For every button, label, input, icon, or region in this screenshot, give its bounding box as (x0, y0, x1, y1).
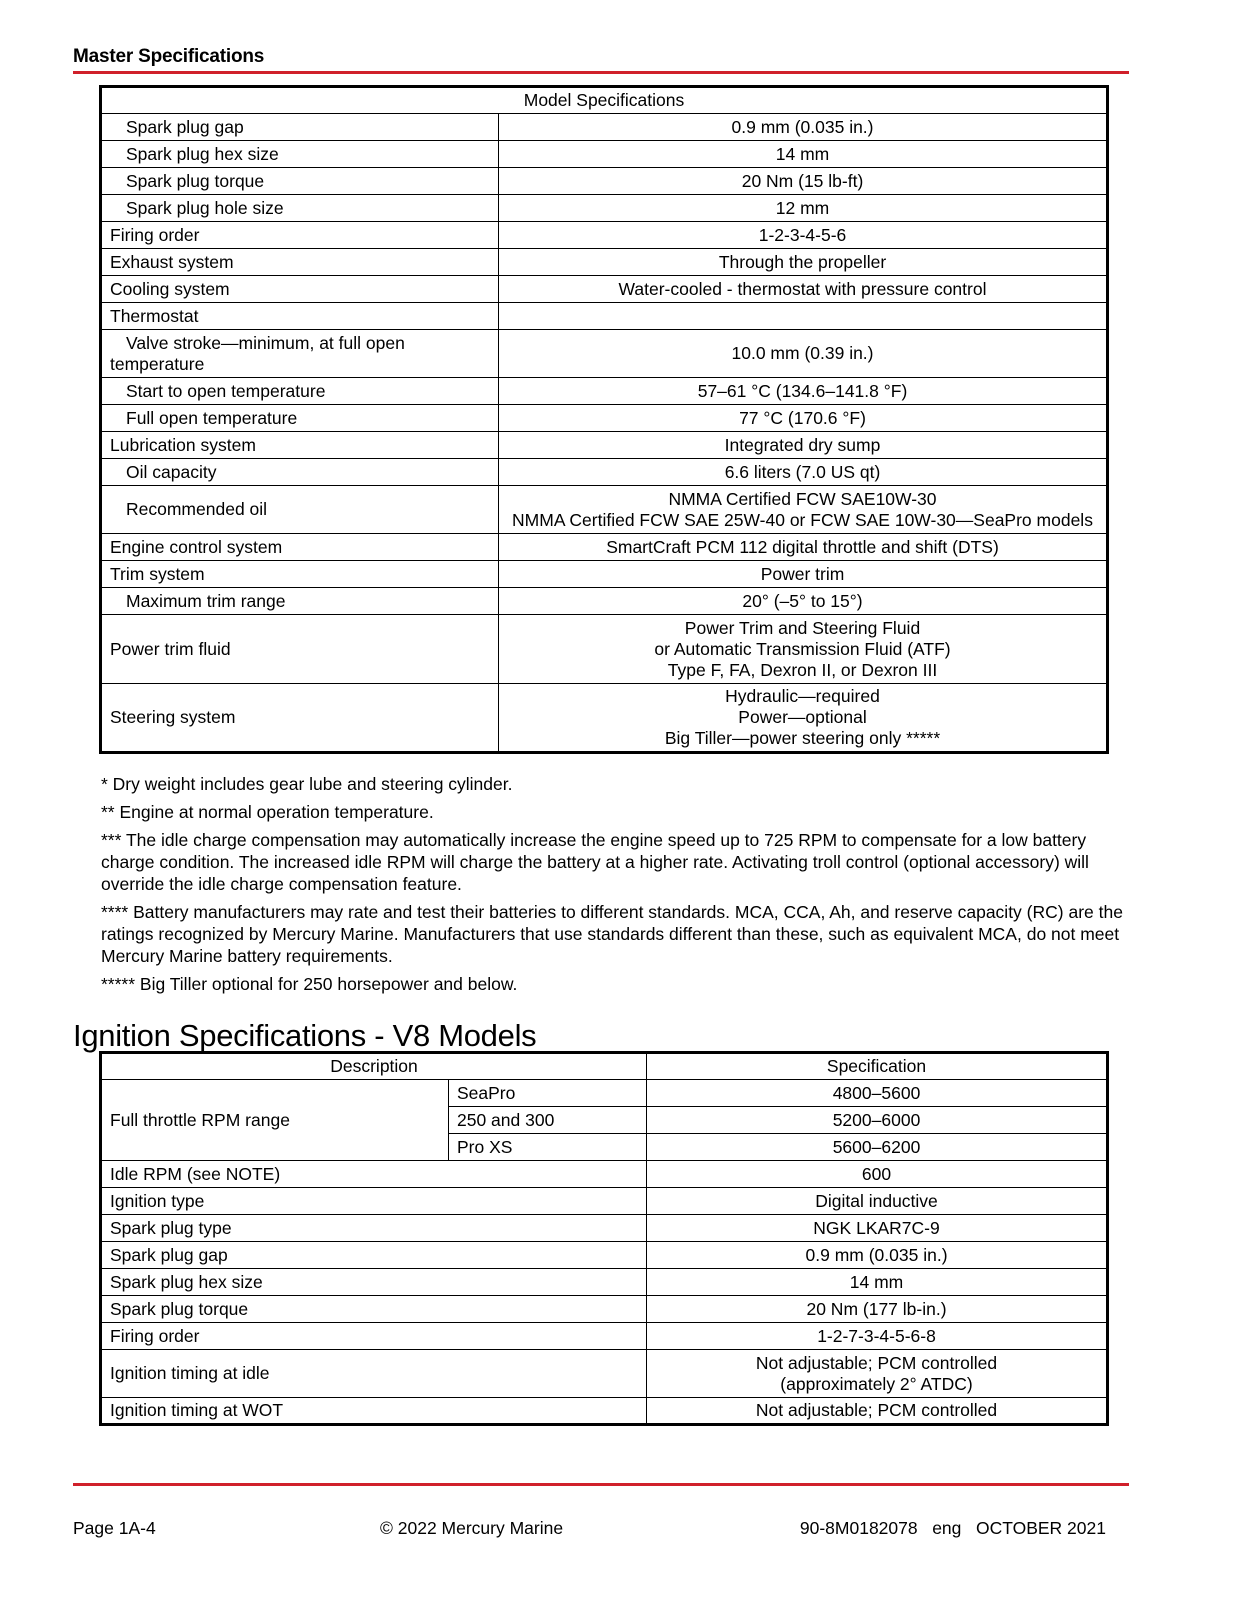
spec-value: Water-cooled - thermostat with pressure control (499, 276, 1108, 303)
value-line: Type F, FA, Dexron II, or Dexron III (667, 659, 938, 680)
spec-value: 5200–6000 (647, 1107, 1108, 1134)
section-title-ignition: Ignition Specifications - V8 Models (73, 1018, 537, 1053)
spec-label: Lubrication system (101, 432, 499, 459)
spec-value: 1-2-7-3-4-5-6-8 (647, 1323, 1108, 1350)
spec-value: 77 °C (170.6 °F) (499, 405, 1108, 432)
model-specifications-table (99, 85, 1109, 754)
spec-label: Firing order (101, 1323, 647, 1350)
spec-label: Spark plug type (101, 1215, 647, 1242)
spec-value: 1-2-3-4-5-6 (499, 222, 1108, 249)
table-row (101, 1323, 1108, 1350)
table-row (101, 249, 1108, 276)
spec-value: 5600–6200 (647, 1134, 1108, 1161)
spec-value: 4800–5600 (647, 1080, 1108, 1107)
column-header-description: Description (101, 1053, 647, 1080)
spec-value (499, 684, 1108, 753)
ignition-specifications-table (99, 1051, 1109, 1426)
table-row (101, 561, 1108, 588)
footnote: **** Battery manufacturers may rate and test their batteries to different standards. MCA, CCA, Ah, and reserve capacity (RC) are the ratings recognized by Mercury Marine. Manufacturers that use standards different than these, such as equivalent MCA, do not meet Mercury Marine battery requirements. (101, 902, 1123, 966)
spec-label: Full open temperature (101, 405, 499, 432)
value-line: NMMA Certified FCW SAE10W-30 (668, 488, 937, 509)
spec-label: Spark plug gap (101, 114, 499, 141)
spec-value: 600 (647, 1161, 1108, 1188)
table-row (101, 330, 1108, 378)
model-name: Pro XS (449, 1134, 647, 1161)
spec-value: 14 mm (647, 1269, 1108, 1296)
spec-value: 14 mm (499, 141, 1108, 168)
spec-value: 0.9 mm (0.035 in.) (647, 1242, 1108, 1269)
footer-copyright: © 2022 Mercury Marine (380, 1518, 564, 1538)
table-row (101, 1350, 1108, 1398)
spec-value: Integrated dry sump (499, 432, 1108, 459)
spec-value: 12 mm (499, 195, 1108, 222)
table-row (101, 168, 1108, 195)
spec-value: 20 Nm (15 lb-ft) (499, 168, 1108, 195)
spec-label: Spark plug torque (101, 1296, 647, 1323)
spec-value: Power trim (499, 561, 1108, 588)
spec-value (647, 1350, 1108, 1398)
spec-value: 20° (–5° to 15°) (499, 588, 1108, 615)
spec-value (499, 486, 1108, 534)
spec-value: Not adjustable; PCM controlled (647, 1398, 1108, 1425)
footnote: ***** Big Tiller optional for 250 horsepower and below. (101, 974, 518, 994)
table-row (101, 534, 1108, 561)
table-row (101, 459, 1108, 486)
table-row (101, 276, 1108, 303)
spec-value: 57–61 °C (134.6–141.8 °F) (499, 378, 1108, 405)
value-line: Power Trim and Steering Fluid (684, 617, 921, 638)
table-row (101, 1161, 1108, 1188)
spec-value: 0.9 mm (0.035 in.) (499, 114, 1108, 141)
spec-value: Digital inductive (647, 1188, 1108, 1215)
model-name: 250 and 300 (449, 1107, 647, 1134)
table-row (101, 1080, 1108, 1107)
value-line: Big Tiller—power steering only ***** (664, 728, 941, 748)
spec-value: Through the propeller (499, 249, 1108, 276)
spec-label: Exhaust system (101, 249, 499, 276)
footer-document-number: 90-8M0182078 eng OCTOBER 2021 (799, 1518, 1106, 1538)
spec-value (499, 615, 1108, 684)
value-line: NMMA Certified FCW SAE 25W-40 or FCW SAE 10W-30—SeaPro models (512, 509, 1093, 530)
table-row (101, 141, 1108, 168)
table-row (101, 432, 1108, 459)
table-row (101, 615, 1108, 684)
spec-label: Thermostat (101, 303, 499, 330)
table-row (101, 486, 1108, 534)
spec-label: Recommended oil (101, 486, 499, 534)
spec-label: Ignition timing at idle (101, 1350, 647, 1398)
spec-label: Steering system (101, 684, 499, 753)
spec-label: Maximum trim range (101, 588, 499, 615)
spec-label: Oil capacity (101, 459, 499, 486)
table-row (101, 1188, 1108, 1215)
header-red-rule (73, 71, 1129, 74)
spec-label: Firing order (101, 222, 499, 249)
footnote: * Dry weight includes gear lube and steering cylinder. (101, 774, 513, 794)
spec-label: Full throttle RPM range (101, 1080, 449, 1161)
spec-label: Ignition timing at WOT (101, 1398, 647, 1425)
footnote: ** Engine at normal operation temperature. (101, 802, 434, 822)
table-row (101, 195, 1108, 222)
footer-red-rule (73, 1483, 1129, 1486)
spec-label: Spark plug hex size (101, 141, 499, 168)
table-row (101, 1215, 1108, 1242)
spec-label: Engine control system (101, 534, 499, 561)
model-name: SeaPro (449, 1080, 647, 1107)
model-specifications-caption: Model Specifications (101, 87, 1108, 114)
value-line: Not adjustable; PCM controlled (755, 1352, 998, 1373)
value-line: or Automatic Transmission Fluid (ATF) (654, 638, 951, 659)
value-line: Power—optional (738, 707, 867, 727)
column-header-specification: Specification (647, 1053, 1108, 1080)
spec-label: Spark plug gap (101, 1242, 647, 1269)
spec-label: Valve stroke—minimum, at full open temperature (101, 330, 499, 378)
spec-value: 6.6 liters (7.0 US qt) (499, 459, 1108, 486)
table-row (101, 1269, 1108, 1296)
footnote: *** The idle charge compensation may automatically increase the engine speed up to 725 RPM to compensate for a low battery charge condition. The increased idle RPM will charge the battery at a higher rate. Activating troll control (optional accessory) will override the idle charge compensation feature. (101, 830, 1089, 894)
spec-label: Spark plug hex size (101, 1269, 647, 1296)
spec-label: Start to open temperature (101, 378, 499, 405)
value-line: (approximately 2° ATDC) (780, 1373, 973, 1394)
spec-value (499, 303, 1108, 330)
spec-label: Ignition type (101, 1188, 647, 1215)
footnotes (101, 773, 1131, 1001)
spec-label: Cooling system (101, 276, 499, 303)
table-row (101, 222, 1108, 249)
table-row (101, 1398, 1108, 1425)
value-line: Hydraulic—required (725, 686, 880, 706)
table-row (101, 303, 1108, 330)
table-row (101, 684, 1108, 753)
footer-page-number: Page 1A-4 (73, 1518, 156, 1538)
page-header-title: Master Specifications (73, 46, 265, 67)
spec-label: Idle RPM (see NOTE) (101, 1161, 647, 1188)
spec-label: Spark plug hole size (101, 195, 499, 222)
table-row (101, 588, 1108, 615)
table-row (101, 1242, 1108, 1269)
spec-value: SmartCraft PCM 112 digital throttle and shift (DTS) (499, 534, 1108, 561)
spec-label: Power trim fluid (101, 615, 499, 684)
table-row (101, 378, 1108, 405)
table-row (101, 405, 1108, 432)
table-row (101, 114, 1108, 141)
spec-value: 10.0 mm (0.39 in.) (499, 330, 1108, 378)
spec-value: NGK LKAR7C-9 (647, 1215, 1108, 1242)
table-row (101, 1296, 1108, 1323)
spec-label: Trim system (101, 561, 499, 588)
spec-value: 20 Nm (177 lb-in.) (647, 1296, 1108, 1323)
spec-label: Spark plug torque (101, 168, 499, 195)
